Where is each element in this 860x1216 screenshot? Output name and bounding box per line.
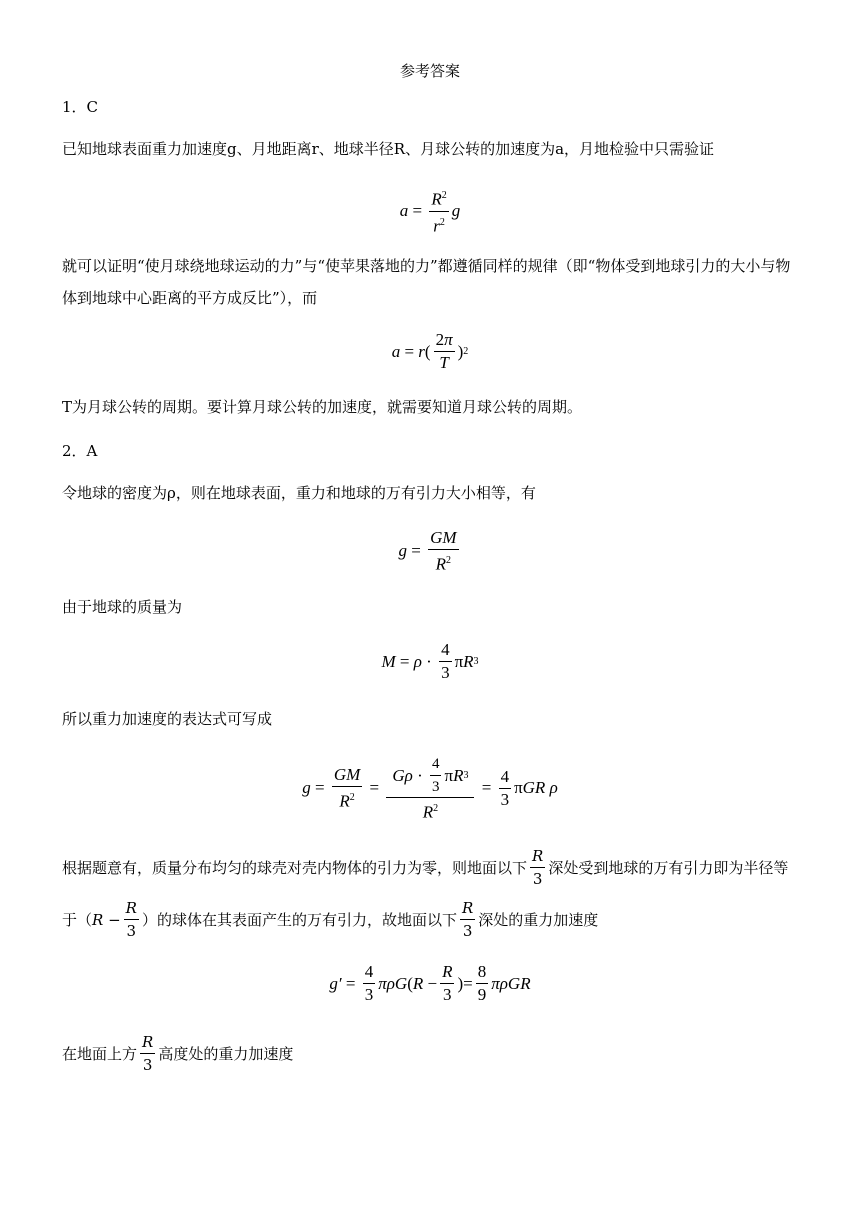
answer-2-text-5a: 于（ [62,910,93,929]
fraction-r-over-3: $\frac{R}{3}$ [461,899,474,940]
equation-a-period: a = r ( $\frac{2\pi}{T}$ ) 2 [391,330,469,372]
fraction-r-over-3: $\frac{R}{3}$ [125,899,137,940]
answer-2-text-4a: 根据题意有，质量分布均匀的球壳对壳内物体的引力为零，则地面以下 [62,858,528,877]
answer-2-text-5b: ）的球体在其表面产生的万有引力，故地面以下 [141,910,457,929]
answer-2-text-1: 令地球的密度为ρ，则在地球表面，重力和地球的万有引力大小相等，有 [62,484,536,502]
answer-2-text-3: 所以重力加速度的表达式可写成 [62,710,273,728]
page-title: 参考答案 [399,62,460,80]
equation-mass: M = ρ · $\frac{4}{3}$ π R 3 [381,640,479,682]
answer-2-text-6 [62,1032,798,1075]
answer-2-label: 2．A [62,442,98,460]
answer-2-text-6a: 在地面上方 [62,1044,138,1063]
equation-g-expanded: g = $\frac{GM}{R^2}$ = Gρ · $\frac{4}{3}$ π R 3 $R^2$ = $\frac{4}{3}$ π GR ρ [302,756,558,822]
fraction-r-over-3: $\frac{R}{3}$ [532,847,544,888]
answer-2-text-5: 于（ R − $\frac{R}{3}$ ）的球体在其表面产生的万有引力，故地面以下 $\frac{R}{3}$ 深处的重力加速度 [62,899,599,940]
answer-2-text-2: 由于地球的质量为 [62,598,183,616]
equation-g-prime: g′ = $\frac{4}{3}$ πρG ( R − $\frac{R}{3}$ )= $\frac{8}{9}$ πρGR [329,962,531,1004]
answer-1-text-1: 已知地球表面重力加速度g、月地距离r、地球半径R、月球公转的加速度为a，月地检验中只需验证 [62,140,715,158]
equation-g-gm-r2: g = $\frac{GM}{R^2}$ [398,528,457,574]
answer-1-label: 1．C [62,98,99,116]
answer-1-text-3: T为月球公转的周期。要计算月球公转的加速度，就需要知道月球公转的周期。 [62,398,583,416]
answer-2-text-4b: 深处受到地球的万有引力即为半径等 [548,858,789,877]
answer-2-text-4 [62,846,798,889]
fraction-r-over-3: $\frac{R}{3}$ [142,1033,154,1074]
answer-2-text-5c: 深处的重力加速度 [478,910,599,929]
equation-a-r2g: a = $\frac{R^2}{r^2}$ g [0,186,860,236]
answer-1-text-2: 就可以证明“使月球绕地球运动的力”与“使苹果落地的力”都遵循同样的规律（即“物体受到地球引力的大小与物体到地球中心距离的平方成反比”），而 [62,257,791,307]
answer-2-text-6b: 高度处的重力加速度 [158,1044,294,1063]
